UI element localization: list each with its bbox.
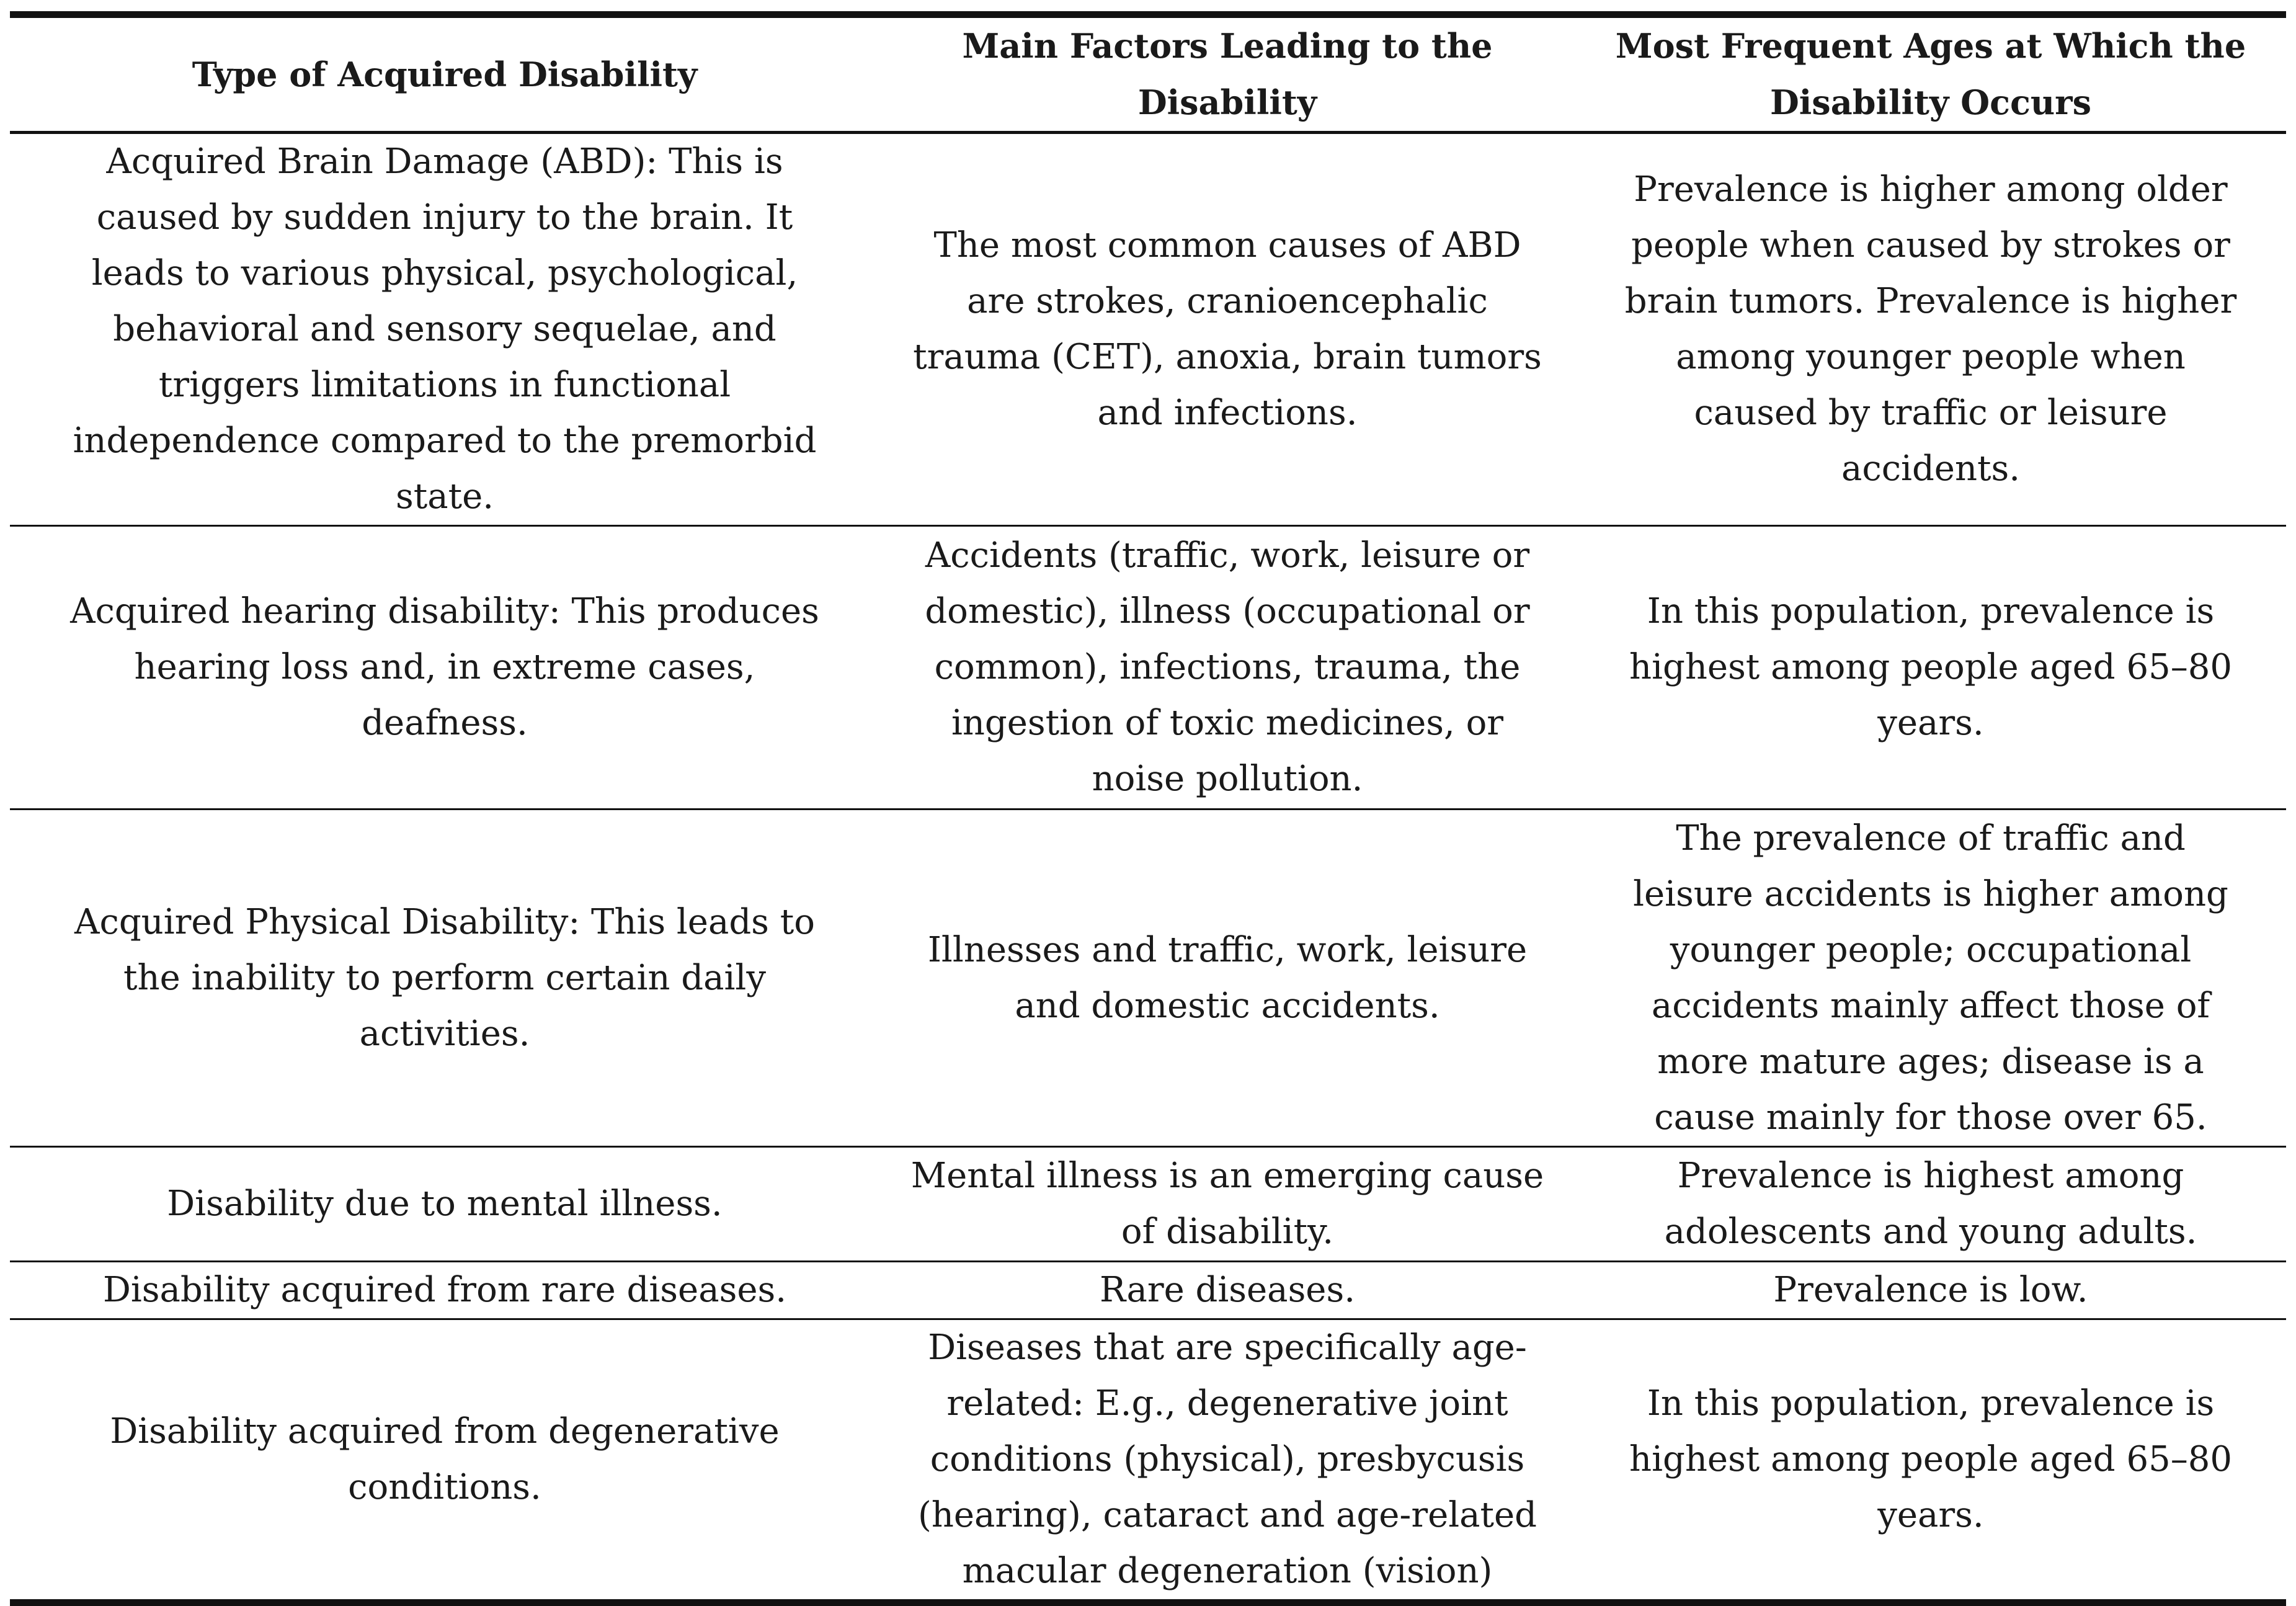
table-row [10,1319,2286,1603]
cell-disability-type: Acquired Brain Damage (ABD): This is caused by sudden injury to the brain. It leads to various physical, psychological, behavioral and sensory sequelae, and triggers limitations in functional independence compared to the premorbid state. [73,141,817,517]
cell-main-factors: Accidents (traffic, work, leisure or domestic), illness (occupational or common), infections, trauma, the ingestion of toxic medicines, or noise pollution. [925,535,1530,799]
cell-main-factors: Diseases that are specifically age- related: E.g., degenerative joint conditions (physical), presbycusis (hearing), cataract and age-related macular degeneration (vision) [917,1327,1537,1591]
table-row [10,526,2286,810]
cell-frequent-ages: Prevalence is highest among adolescents and young adults. [1664,1156,2197,1252]
cell-disability-type: Disability acquired from degenerative conditions. [110,1411,780,1507]
cell-disability-type: Acquired hearing disability: This produces hearing loss and, in extreme cases, deafness. [70,591,819,743]
cell-main-factors: The most common causes of ABD are strokes, cranioencephalic trauma (CET), anoxia, brain tumors and infections. [913,225,1542,433]
cell-main-factors: Rare diseases. [1100,1270,1355,1310]
cell-main-factors: Illnesses and traffic, work, leisure and domestic accidents. [927,929,1528,1026]
cell-disability-type: Disability due to mental illness. [167,1184,723,1224]
cell-frequent-ages: In this population, prevalence is highest among people aged 65–80 years. [1629,591,2232,743]
cell-main-factors: Mental illness is an emerging cause of disability. [910,1156,1544,1252]
cell-frequent-ages: The prevalence of traffic and leisure accidents is higher among younger people; occupational accidents mainly affect those of more mature ages; disease is a cause mainly for those over 65. [1633,818,2228,1138]
cell-disability-type: Acquired Physical Disability: This leads to the inability to perform certain daily activities. [74,901,815,1054]
acquired-disability-table [10,11,2286,1606]
table-row [10,133,2286,526]
disability-table-container [10,11,2286,1594]
table-row [10,1262,2286,1319]
cell-frequent-ages: In this population, prevalence is highest among people aged 65–80 years. [1629,1383,2232,1535]
header-main-factors: Main Factors Leading to the Disability [962,26,1493,122]
header-frequent-ages: Most Frequent Ages at Which the Disability Occurs [1615,26,2246,122]
cell-frequent-ages: Prevalence is higher among older people when caused by strokes or brain tumors. Prevalence is higher among younger people when caused by traffic or leisure accidents. [1624,169,2237,489]
table-row [10,1147,2286,1262]
table-header-row [10,15,2286,133]
table-row [10,810,2286,1147]
header-disability-type: Type of Acquired Disability [192,54,698,94]
cell-frequent-ages: Prevalence is low. [1773,1270,2088,1310]
cell-disability-type: Disability acquired from rare diseases. [102,1270,786,1310]
